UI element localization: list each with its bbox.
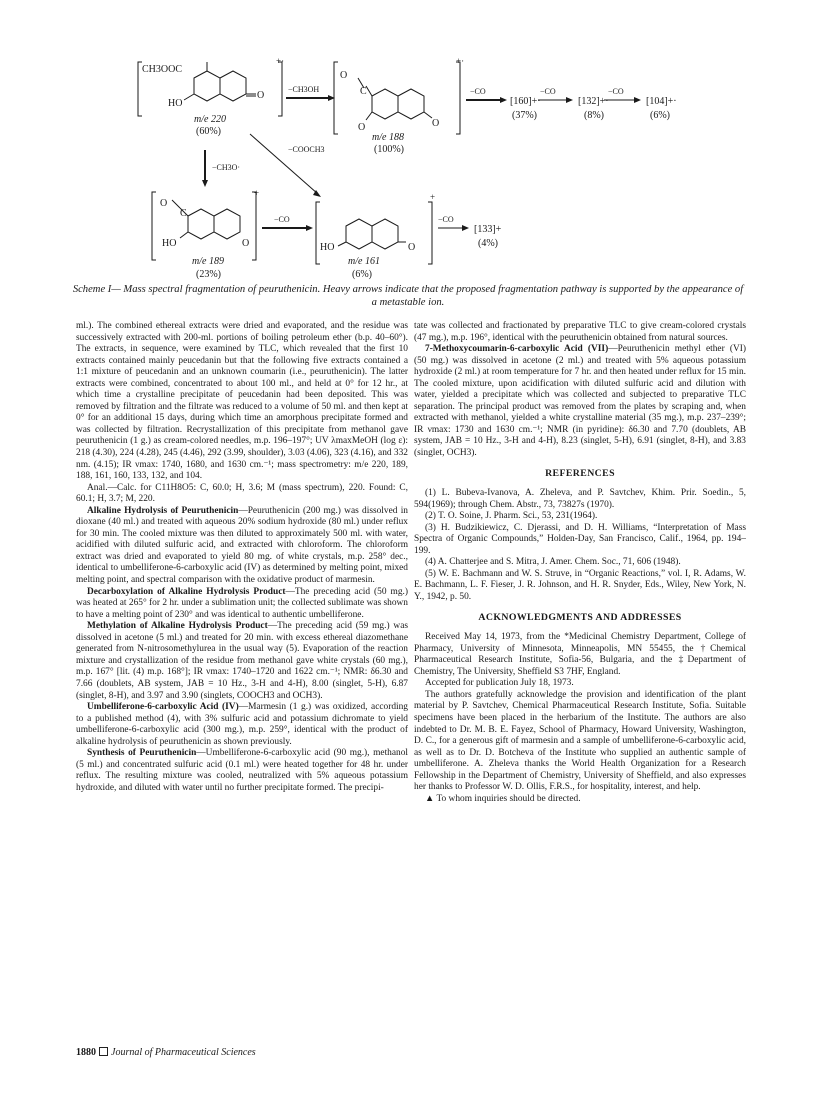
charge-sign-188: +· [456, 56, 465, 66]
paragraph: Anal.—Calc. for C11H8O5: C, 60.0; H, 3.6; M (mass spectrum), 220. Found: C, 60.1; H, 3.7; M, 220. [76, 482, 408, 505]
pct-189: (23%) [196, 269, 221, 280]
section-run-in-head: Alkaline Hydrolysis of Peuruthenicin [87, 505, 239, 516]
references-heading: REFERENCES [545, 467, 615, 479]
hydroxyl-label-189: HO [162, 238, 177, 249]
paragraph: ml.). The combined ethereal extracts were dried and evaporated, and the residue was successively extracted with 200-ml. portions of boiling petroleum ether (b.p. 40–60°). The extracts, in sequence, were examined by TLC, which revealed that the first 10 extracts contained mainly peucedanin but that the following five extracts contained a 1:1 mixture of peucedanin and an unknown coumarin (i.e., peuruthenicin). The latter extracts were combined, concentrated to about 100 ml., and held at 0° for 12 hr., at which time a crystalline precipitate of peucedanin had been deposited. This was removed by filtration and the filtrate was reduced to a volume of 50 ml. and then kept at 0° for an additional 15 days, during which time an amorphous precipitate formed and was collected by filtration. Recrystallization of this precipitate from methanol gave peuruthenicin (1 g.) as cream-colored needles, m.p. 196–197°; UV λmaxMeOH (log ε): 218 (4.30), 224 (4.28), 245 (4.46), 292 (3.99, shoulder), 3.03 (4.06), 323 (4.16), and 332 nm. (4.15); IR νmax: 1740, 1680, and 1630 cm.⁻¹; mass spectrometry: m/e 220, 189, 188, 161, 160, 133, 132, and 104. [76, 321, 408, 482]
paragraph: 7-Methoxycoumarin-6-carboxylic Acid (VII)—Peuruthenicin methyl ether (VI) (50 mg.) was dissolved in acetone (2 ml.) and treated with 5% aqueous potassium hydroxide (2 ml.) at room temperature for 7 hr. and then heated under reflux for 15 min. The cooled mixture, upon acidification with diluted sulfuric acid and dilution with water, yielded a precipitate which was collected and subjected to preparative TLC separation. The principal product was removed from the plates by scraping and, when extracted with methanol, yielded a white crystalline material (35 mg.), m.p. 237–239°; IR νmax: 1730 and 1630 cm.⁻¹; NMR (in pyridine): δ6.30 and 7.70 (doublets, AB system, JAB = 10 Hz., 3-H and 4-H), 8.23 (singlet, 5-H), 6.91 (singlet, 8-H), and 3.83 (singlet, OCH3). [414, 344, 746, 459]
reference-item: (4) A. Chatterjee and S. Mitra, J. Amer. Chem. Soc., 71, 606 (1948). [425, 557, 681, 568]
hydroxyl-label-161: HO [320, 242, 335, 253]
section-run-in-head: Methylation of Alkaline Hydrolysis Product [87, 621, 268, 632]
journal-name: Journal of Pharmaceutical Sciences [111, 1047, 256, 1058]
reference-item: (5) W. E. Bachmann and W. S. Struve, in “Organic Reactions,” vol. I, R. Adams, W. E. Bachmann, L. F. Fieser, J. R. Johnson, and H. R. Snyder, Eds., Wiley, New York, N. Y., 1942, p. 50. [414, 568, 746, 603]
fragmentation-scheme [80, 50, 760, 286]
square-icon [99, 1047, 108, 1056]
reference-item: (3) H. Budzikiewicz, C. Djerassi, and D. H. Williams, “Interpretation of Mass Spectra of Organic Compounds,” Holden-Day, San Francisco, Calif., 1964, pp. 194–199. [414, 522, 746, 556]
ack-paragraph: Accepted for publication July 18, 1973. [425, 678, 574, 689]
right-column [414, 321, 746, 805]
page-footer [76, 1047, 256, 1058]
pct-104: (6%) [650, 110, 670, 121]
pct-220: (60%) [196, 126, 221, 137]
structure-ion-161 [316, 202, 432, 264]
o-label-161: O [408, 242, 416, 253]
pct-132: (8%) [584, 110, 604, 121]
loss-co-label-4: −CO [274, 215, 290, 224]
section-run-in-head: Synthesis of Peuruthenicin [87, 748, 197, 759]
charge-sign-189: + [254, 188, 260, 198]
mz-189: m/e 189 [192, 256, 224, 267]
paragraph: Synthesis of Peuruthenicin—Umbelliferone-6-carboxylic acid (90 mg.), methanol (5 ml.) and concentrated sulfuric acid (0.1 ml.) were heated together for 48 hr. under reflux. The resulting mixture was cooled, neutralized with 5% aqueous potassium hydroxide, and diluted with water until no further precipitate formed. The precipi- [76, 748, 408, 793]
reference-item: (2) T. O. Soine, J. Pharm. Sci., 53, 231(1964). [425, 511, 598, 522]
ack-paragraph: The authors gratefully acknowledge the provision and identification of the plant material by P. Savtchev, Chemical Pharmaceutical Research Institute, Sofia. Suitable specimens have been placed in the herbarium of the Institute. The authors are also indebted to Dr. M. B. E. Fayez, School of Pharmacy, Howard University, Washington, D. C., for a generous gift of marmesin and a sample of umbelliferone-6-carboxylic acid, as well as to Dr. D. Botcheva of the Institute who supplied an authentic sample of umbelliferone. A. Zheleva thanks the World Health Organization for a Research Fellowship in the Department of Chemistry, University of Sheffield, and also expresses her thanks to Professor W. D. Ollis, F.R.S., for hospitality, interest, and help. [414, 689, 746, 793]
section-run-in-head: Decarboxylation of Alkaline Hydrolysis Product [87, 586, 286, 597]
pct-160: (37%) [512, 110, 537, 121]
ketene-c-label-189: C [180, 208, 187, 219]
loss-methoxy-label: −CH3O· [212, 163, 241, 172]
mz-188: m/e 188 [372, 132, 404, 143]
structure-ion-188 [334, 62, 460, 134]
o-label-188a: O [358, 122, 366, 133]
paragraph: Umbelliferone-6-carboxylic Acid (IV)—Marmesin (1 g.) was oxidized, according to a published method (4), with 3% sulfuric acid and potassium dichromate to yield umbelliferone-6-carboxylic acid (300 mg.), m.p. 259°, identical with the product of alkaline hydrolysis of peuruthenicin as shown previously. [76, 702, 408, 747]
charge-sign-161: + [430, 192, 436, 202]
paragraph: Methylation of Alkaline Hydrolysis Product—The preceding acid (59 mg.) was dissolved in acetone (5 ml.) and treated for 20 min. with excess ethereal diazomethane generated from N-nitrosomethylurea in the usual way (5). Evaporation of the reaction mixture and crystallization of the residue from methanol gave white crystals (60 mg.), m.p. 167° [lit. (4) m.p. 168°]; IR νmax: 1740–1720 and 1622 cm.⁻¹; NMR: δ6.30 and 7.66 (doublets, AB system, JAB = 10 Hz., 3-H and 4-H), 8.00 (singlet, 5-H), 6.87 (singlet, 8-H), and 3.97 and 3.90 (singlets, COOCH3 and OCH3). [76, 621, 409, 701]
mz-220: m/e 220 [194, 114, 226, 125]
loss-co-label-5: −CO [438, 215, 454, 224]
acknowledgments-heading: ACKNOWLEDGMENTS AND ADDRESSES [478, 611, 682, 623]
loss-ester-label: −COOCH3 [288, 145, 325, 154]
ack-paragraph: Received May 14, 1973, from the *Medicinal Chemistry Department, College of Pharmacy, University of Minnesota, Minneapolis, MN 55455, the †Chemical Pharmaceutical Research Institute, Sofia-56, Bulgaria, and the ‡Department of Chemistry, The University, Sheffield S3 7HF, England. [414, 632, 746, 677]
ion-160-label: [160]+· [510, 96, 541, 107]
pct-161: (6%) [352, 269, 372, 280]
o-label-189: O [242, 238, 250, 249]
structure-ion-189 [152, 192, 256, 260]
hydroxyl-label: HO [168, 98, 183, 109]
ion-133-label: [133]+ [474, 224, 502, 235]
loss-methanol-label: −CH3OH [288, 85, 320, 94]
pct-188: (100%) [374, 144, 404, 155]
carbonyl-o-label: O [257, 90, 265, 101]
o-label-188b: O [432, 118, 440, 129]
scheme-caption: Scheme I— Mass spectral fragmentation of peuruthenicin. Heavy arrows indicate that the proposed fragmentation pathway is supported by the appearance of a metastable ion. [72, 284, 744, 308]
ketene-c-label: C [360, 86, 367, 97]
page-number: 1880 [76, 1047, 96, 1058]
pct-133: (4%) [478, 238, 498, 249]
loss-co-label-1: −CO [470, 87, 486, 96]
mz-161: m/e 161 [348, 256, 380, 267]
reference-item: (1) L. Bubeva-Ivanova, A. Zheleva, and P. Savtchev, Khim. Prir. Soedin., 5, 594(1969); through Chem. Abstr., 73, 73827s (1970). [414, 488, 746, 510]
left-column [76, 321, 408, 794]
section-run-in-head: 7-Methoxycoumarin-6-carboxylic Acid (VII) [425, 344, 609, 355]
ack-paragraph: ▲ To whom inquiries should be directed. [425, 793, 581, 804]
paragraph: Alkaline Hydrolysis of Peuruthenicin—Peuruthenicin (200 mg.) was dissolved in dioxane (40 ml.) and treated with aqueous 20% sodium hydroxide (80 ml.) under reflux for 30 min. The cooled mixture was then diluted to approximately 500 ml. with water, acidified with diluted sulfuric acid, and extracted with chloroform. The chloroform extract was dried and evaporated to yield 80 mg. of white crystals, m.p. 258° dec., identical to umbelliferone-6-carboxylic acid (IV) as determined by melting point, mixed melting point, and spectral comparison with the oxidative product of marmesin. [76, 505, 408, 586]
ketene-o-label: O [340, 70, 348, 81]
paragraph: Decarboxylation of Alkaline Hydrolysis Product—The preceding acid (50 mg.) was heated at 265° for 2 hr. under a sublimation unit; the collected sublimate was shown to have a melting point of 230° and was identical to authentic umbelliferone. [76, 586, 408, 620]
section-run-in-head: Umbelliferone-6-carboxylic Acid (IV) [87, 702, 239, 713]
ester-group-label: CH3OOC [142, 64, 183, 75]
ion-132-label: [132]+· [578, 96, 609, 107]
loss-co-label-3: −CO [608, 87, 624, 96]
ketene-o-label-189: O [160, 198, 168, 209]
ion-104-label: [104]+· [646, 96, 677, 107]
loss-co-label-2: −CO [540, 87, 556, 96]
charge-sign: +· [276, 56, 285, 66]
paragraph: tate was collected and fractionated by preparative TLC to give cream-colored crystals (47 mg.), m.p. 196°, identical with the peuruthenicin obtained from natural sources. [414, 321, 746, 343]
